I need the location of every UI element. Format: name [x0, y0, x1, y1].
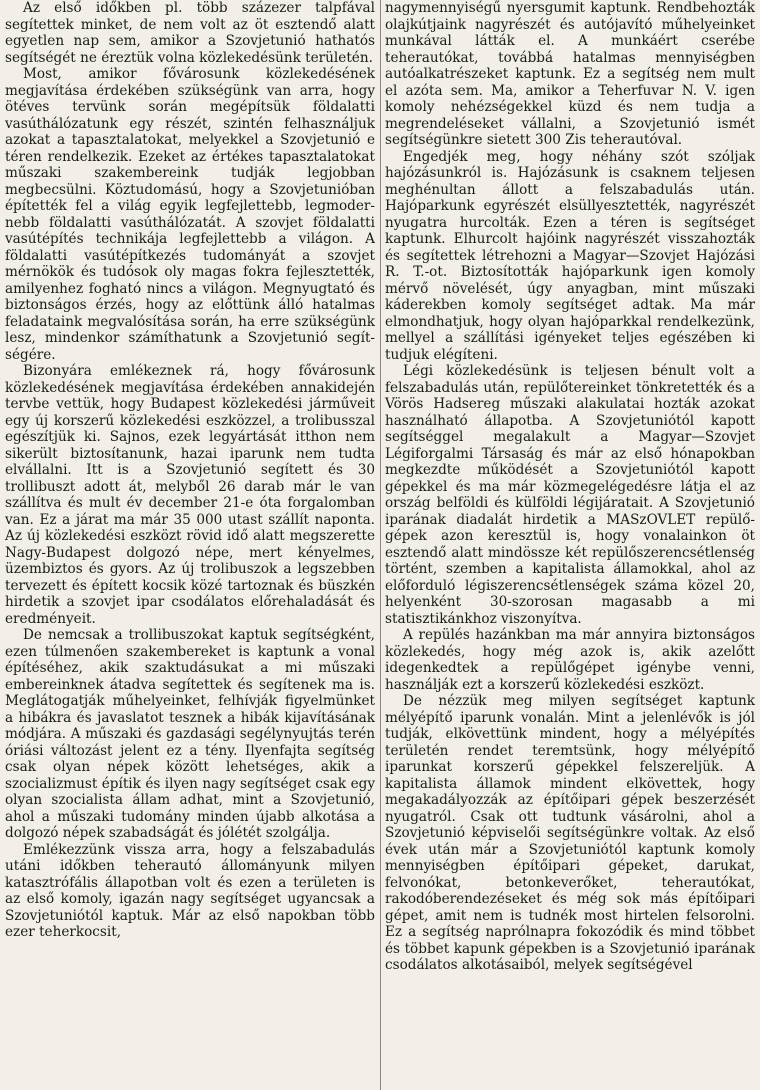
paragraph: Engedjék meg, hogy néhány szót szóljak hajózásunkról is. Hajózásunk is csaknem teljesen meghénultan állott a felszabadulás után. Hajóparkunk egyrészét elsüllyesztették, nagyrészét nyugatra hurcolták. Ezen a téren is segítséget kaptunk. Elhurcolt hajóink nagyrészét visszahozták és segítettek létrehozni a Magyar—Szovjet Hajózási R. T.-ot. Biztosították hajóparkunk igen komoly mérvő növelését, úgy anyagban, mint műszaki káderekben komoly segítséget adtak. Ma már elmondhatjuk, hogy olyan hajóparkkal rendelkezünk, mellyel a szállítási igényeket teljes egészében ki tudjuk elégíteni. [385, 148, 755, 363]
paragraph: De nézzük meg milyen segítséget kaptunk mélyépítő iparunk vonalán. Mint a jelenlévők is jól tudják, elkövettünk mindent, hogy a mélyépítés területén rendet teremtsünk, hogy mélyépítő iparunkat korszerű gépekkel felszereljük. A kapitalista államok mindent elkövettek, hogy megakadályozzák az építőipari gépek beszerzését nyugatról. Csak ott tudtunk vásárolni, ahol a Szovjetunió képviselői segítségünkre voltak. Az első évek után már a Szovjetuniótól kaptunk komoly mennyiségben építőipari gépeket, darukat, felvonókat, betonkeverőket, teherautókat, rakodóberendezéseket és még sok más építőipari gépet, amit nem is tudnék most hirtelen felsorolni. Ez a segítség naprólnapra fokozódik és mind többet és többet kapunk gépekben is a Szovjetunió iparának csodálatos alkotásaiból, melyek segítségével [385, 693, 755, 973]
paragraph: Most, amikor fővárosunk közlekedésének megjavítása érdekében szükségünk van arra, hogy ötéves tervünk során megépítsük földalatti vasúthálózatunk egy részét, szintén felhasználjuk azokat a tapasztalatokat, melyekkel a Szovjetunió e téren rendelkezik. Ezeket az értékes tapasztalatokat műszaki szakembereink tudják legjobban megbecsülni. Köztudomású, hogy a Szovjetunióban építették fel a világ egyik legfejlettebb, legmodernebb földalatti vasúthálózatát. A szovjet földalatti vasútépítés technikája legfejlettebb a világon. A földalatti vasútépítkezés tudományát a szovjet mérnökök és tudósok oly magas fokra fejlesztették, amilyenhez fogható nincs a világon. Megnyugtató és biztonságos érzés, hogy az előttünk álló hatalmas feladataink megvalósítása során, ha erre szükségünk lesz, mindenkor számíthatunk a Szovjetunió segítségére. [5, 66, 375, 363]
paragraph: Légi közlekedésünk is teljesen bénult volt a felszabadulás után, repülőtereinket tönkretették és a Vörös Hadsereg műszaki alakulatai hozták azokat használható állapotba. A Szovjetuniótól kapott segítséggel megalakult a Magyar—Szovjet Légiforgalmi Társaság és már az első hónapokban megkezdte működését a Szovjetuniótól kapott gépekkel és ma már közmegelégedésre látja el az ország belföldi és külföldi légijáratait. A Szovjetunió iparának diadalát hirdetik a MASzOVLET repülőgépek azon keresztül is, hogy vonalainkon öt esztendő alatt mindössze két repülőszerencsétlenség történt, szemben a kapitalista államokkal, ahol az előforduló légiszerencsétlenségek száma közel 20, helyenként 30-szorosan magasabb a mi statisztikánkhoz viszonyítva. [385, 363, 755, 627]
paragraph: Emlékezzünk vissza arra, hogy a felszabadulás utáni időkben teherautó állományunk milyen katasztrófális állapotban volt és ezen a területen is az első komoly, igazán nagy segítséget ugyancsak a Szovjetuniótól kaptuk. Már az első napokban több ezer teherkocsit, [5, 841, 375, 940]
paragraph: De nemcsak a trollibuszokat kaptuk segítségként, ezen túlmenően szakembereket is kaptunk a vonal építéséhez, akik szaktudásukat a mi műszaki embereinknek átadva segítettek és segítenek ma is. Meglátogatják műhelyeinket, felhívják figyelmünket a hibákra és javaslatot tesznek a hibák kijavításának módjára. A műszaki és gazdasági segélynyujtás terén óriási változást jelent ez a tény. Ilyenfajta segítség csak olyan népek között lehetséges, akik a szocializmust építik és ilyen nagy segítséget csak egy olyan szocialista állam adhat, mint a Szovjetunió, ahol a műszaki tudomány minden újabb alkotása a dolgozó népek szabadságát és jólétét szolgálja. [5, 627, 375, 841]
column-divider [380, 0, 381, 1090]
paragraph: nagymennyiségű nyersgumit kaptunk. Rendbehozták olajkútjaink nagyrészét és autójavító műhelyeinket munkával látták el. A munkáért cserébe teherautókat, továbbá hatalmas mennyiségben autóalkatrészeket kaptunk. Ez a segítség nem mult el azóta sem. Ma, amikor a Teherfuvar N. V. igen komoly nehézségekkel küzd és nem tudja a megrendeléseket vállalni, a Szovjetunió ismét segítségünkre sietett 300 Zis teherautóval. [385, 0, 755, 148]
paragraph: Az első időkben pl. több százezer talpfával segítettek minket, de nem volt az öt esztendő alatt egyetlen nap sem, amikor a Szovjetunió hathatós segítségét ne éreztük volna közlekedésünk területén. [5, 0, 375, 66]
paragraph: A repülés hazánkban ma már annyira biztonságos közlekedés, hogy még azok is, akik azelőtt idegenkedtek a repülőgépet igénybe venni, használják ezt a korszerű közlekedési eszközt. [385, 627, 755, 693]
paragraph: Bizonyára emlékeznek rá, hogy fővárosunk közlekedésének megjavítása érdekében annakidején tervbe vettük, hogy Budapest közlekedési járműveit egy új korszerű közlekedési eszközzel, a trolibusszal egészítjük ki. Sajnos, ezek legyártását itthon nem sikerült biztosítanunk, hazai iparunk nem tudta elvállalni. Itt is a Szovjetunió segített és 30 trollibuszt adott át, melyből 26 darab már le van szállítva és mult év december 21-e óta forgalomban van. Ez a járat ma már 35 000 utast szállít naponta. Az új közlekedési eszközt rövid idő alatt megszerette Nagy-Budapest dolgozó népe, mert kényelmes, üzembiztos és gyors. Az új trolibuszok a legszebben tervezett és épített kocsik közé tartoznak és büszkén hirdetik a szovjet ipar csodálatos előrehaladását és eredményeit. [5, 363, 375, 627]
left-column [5, 0, 375, 941]
right-column [385, 0, 755, 974]
